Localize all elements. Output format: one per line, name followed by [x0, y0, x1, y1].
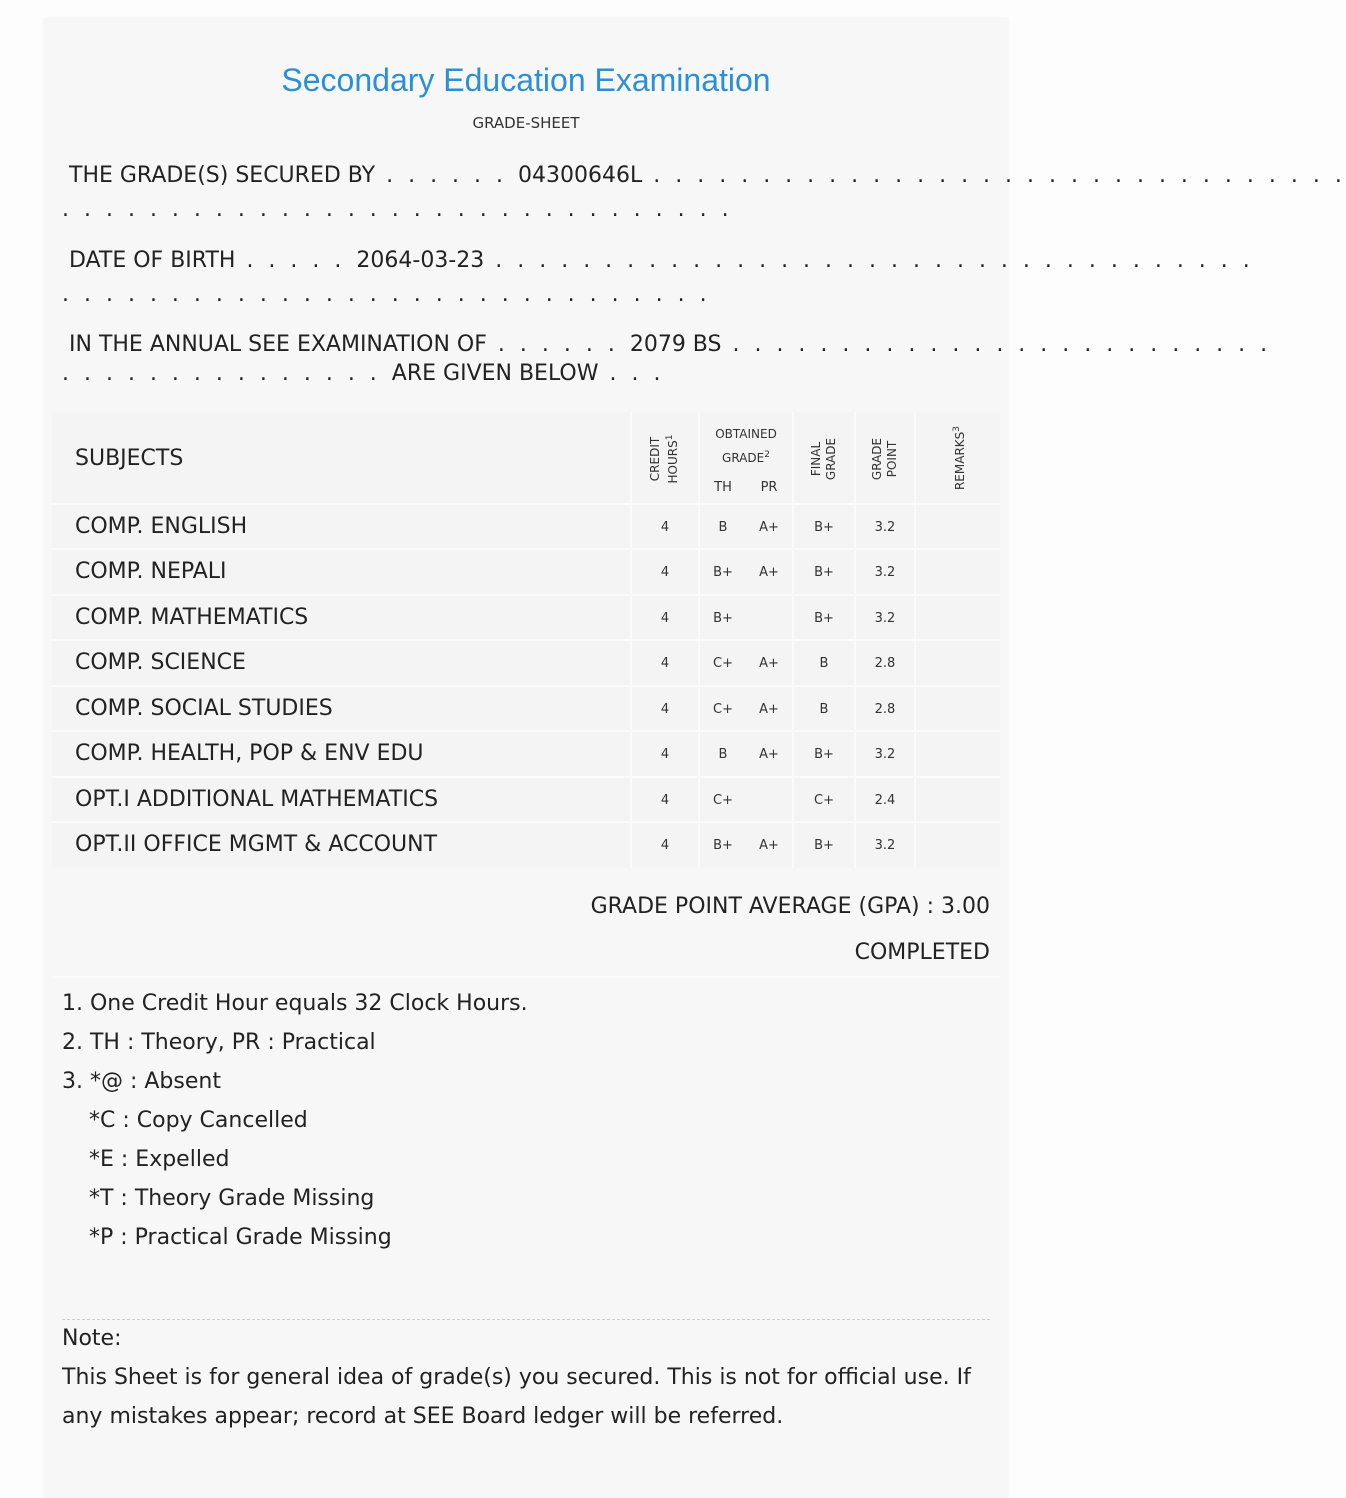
row-divider — [52, 548, 1000, 550]
dob-line: DATE OF BIRTH . . . . . 2064-03-23 . . . . . . . . . . . . . . . . . . . . . . . . . . . . . . . . . . . — [69, 248, 1254, 273]
header-final-grade — [809, 429, 839, 489]
gpa-value: 3.00 — [941, 894, 990, 919]
row-divider — [52, 776, 1000, 778]
table-row-gp: 2.8 — [874, 702, 896, 717]
table-row-th: B+ — [713, 565, 733, 580]
secured-by-label: THE GRADE(S) SECURED BY — [69, 163, 376, 188]
table-row-pr: A+ — [759, 747, 779, 762]
table-row-final: B — [819, 702, 829, 717]
header-credit-line2: HOURS — [666, 440, 680, 484]
header-credit-sup: 1 — [665, 434, 675, 441]
table-row-credit: 4 — [660, 611, 670, 626]
table-row-final: B+ — [814, 611, 834, 626]
table-row-final: B+ — [814, 747, 834, 762]
table-row-th: C+ — [713, 793, 733, 808]
table-row-subject: COMP. ENGLISH — [75, 514, 248, 539]
status-label: COMPLETED — [854, 940, 990, 965]
header-obtained-sup: 2 — [764, 450, 770, 460]
footnote-1: 1. One Credit Hour equals 32 Clock Hours. — [62, 991, 528, 1016]
table-row-pr: A+ — [759, 656, 779, 671]
given-below-line: . . . . . . . . . . . . . . . ARE GIVEN BELOW . . . — [62, 361, 665, 386]
table-row-subject: COMP. NEPALI — [75, 559, 227, 584]
exam-year: 2079 BS — [629, 332, 722, 357]
table-row-final: B+ — [814, 565, 834, 580]
table-row-credit: 4 — [660, 793, 670, 808]
table-row-gp: 2.8 — [874, 656, 896, 671]
table-row-gp: 2.4 — [874, 793, 896, 808]
footnote-3c: *C : Copy Cancelled — [89, 1108, 308, 1133]
header-obtained-line1: OBTAINED — [715, 427, 777, 441]
exam-line: IN THE ANNUAL SEE EXAMINATION OF . . . . . . 2079 BS . . . . . . . . . . . . . . . . . . . . . . . . . — [69, 332, 1272, 357]
row-divider — [52, 639, 1000, 641]
row-divider — [52, 503, 1000, 505]
note-line-1: This Sheet is for general idea of grade(s) you secured. This is not for official use. If — [62, 1365, 971, 1390]
table-row-final: C+ — [814, 793, 834, 808]
table-row-th: B — [718, 520, 728, 535]
exam-label: IN THE ANNUAL SEE EXAMINATION OF — [69, 332, 487, 357]
table-row-subject: OPT.II OFFICE MGMT & ACCOUNT — [75, 832, 438, 857]
header-remarks-sup: 3 — [952, 425, 962, 432]
table-row-credit: 4 — [660, 838, 670, 853]
table-row-pr: A+ — [759, 520, 779, 535]
header-remarks-label: REMARKS — [953, 431, 967, 491]
table-row-subject: COMP. SCIENCE — [75, 650, 246, 675]
table-row-gp: 3.2 — [874, 611, 896, 626]
dashed-divider — [62, 1319, 990, 1320]
table-row-credit: 4 — [660, 565, 670, 580]
header-remarks — [950, 416, 966, 500]
symbol-number: 04300646L — [518, 163, 643, 188]
page-title: Secondary Education Examination — [281, 62, 771, 98]
table-row-credit: 4 — [660, 702, 670, 717]
header-pr: PR — [760, 480, 778, 495]
footnote-3: 3. *@ : Absent — [62, 1069, 221, 1094]
header-grade-point — [870, 429, 900, 489]
row-divider — [52, 821, 1000, 823]
table-row-credit: 4 — [660, 520, 670, 535]
footnote-3e: *E : Expelled — [89, 1147, 230, 1172]
table-row-subject: COMP. SOCIAL STUDIES — [75, 696, 333, 721]
table-row-th: C+ — [713, 656, 733, 671]
footnote-2: 2. TH : Theory, PR : Practical — [62, 1030, 376, 1055]
table-row-pr: A+ — [759, 565, 779, 580]
table-row-final: B+ — [814, 838, 834, 853]
header-final-line2: GRADE — [824, 437, 838, 481]
table-row-th: B+ — [713, 611, 733, 626]
dotted-line: . . . . . . . . . . . . . . . . . . . . . . . . . . . . . . . — [62, 197, 733, 222]
header-credit-line1: CREDIT — [648, 436, 662, 482]
table-row-gp: 3.2 — [874, 838, 896, 853]
header-subjects: SUBJECTS — [75, 446, 184, 471]
table-row-gp: 3.2 — [874, 747, 896, 762]
header-obtained-grade — [700, 424, 792, 469]
grade-sheet — [44, 18, 1346, 1498]
header-gp-line1: GRADE — [870, 437, 884, 481]
row-divider — [52, 730, 1000, 732]
table-row-subject: COMP. HEALTH, POP & ENV EDU — [75, 741, 424, 766]
table-row-th: B — [718, 747, 728, 762]
table-row-subject: COMP. MATHEMATICS — [75, 605, 309, 630]
gpa-line — [591, 894, 990, 919]
table-row-pr: A+ — [759, 838, 779, 853]
divider — [52, 976, 1000, 978]
dob-label: DATE OF BIRTH — [69, 248, 236, 273]
secured-by-line: THE GRADE(S) SECURED BY . . . . . . 04300646L . . . . . . . . . . . . . . . . . . . . . . . . . . . . . . . . — [69, 163, 1346, 188]
footnote-3p: *P : Practical Grade Missing — [89, 1225, 392, 1250]
table-row-pr: A+ — [759, 702, 779, 717]
row-divider — [52, 594, 1000, 596]
table-row-final: B — [819, 656, 829, 671]
given-below-label: ARE GIVEN BELOW — [391, 361, 599, 386]
table-row-gp: 3.2 — [874, 520, 896, 535]
table-row-th: B+ — [713, 838, 733, 853]
table-row-th: C+ — [713, 702, 733, 717]
header-credit-hours — [648, 429, 680, 489]
gpa-label: GRADE POINT AVERAGE (GPA) : — [590, 894, 935, 919]
note-line-2: any mistakes appear; record at SEE Board ledger will be referred. — [62, 1404, 784, 1429]
header-gp-line2: POINT — [885, 440, 899, 478]
table-row-gp: 3.2 — [874, 565, 896, 580]
header-final-line1: FINAL — [809, 441, 823, 477]
table-row-final: B+ — [814, 520, 834, 535]
dob-value: 2064-03-23 — [356, 248, 485, 273]
header-obtained-line2: GRADE — [722, 451, 765, 465]
table-row-subject: OPT.I ADDITIONAL MATHEMATICS — [75, 787, 439, 812]
note-label: Note: — [62, 1326, 122, 1351]
table-row-credit: 4 — [660, 656, 670, 671]
page-subtitle: GRADE-SHEET — [472, 114, 580, 132]
row-divider — [52, 685, 1000, 687]
footnote-3t: *T : Theory Grade Missing — [89, 1186, 375, 1211]
dotted-line: . . . . . . . . . . . . . . . . . . . . . . . . . . . . . . — [62, 282, 711, 307]
table-row-credit: 4 — [660, 747, 670, 762]
header-th: TH — [714, 480, 732, 495]
